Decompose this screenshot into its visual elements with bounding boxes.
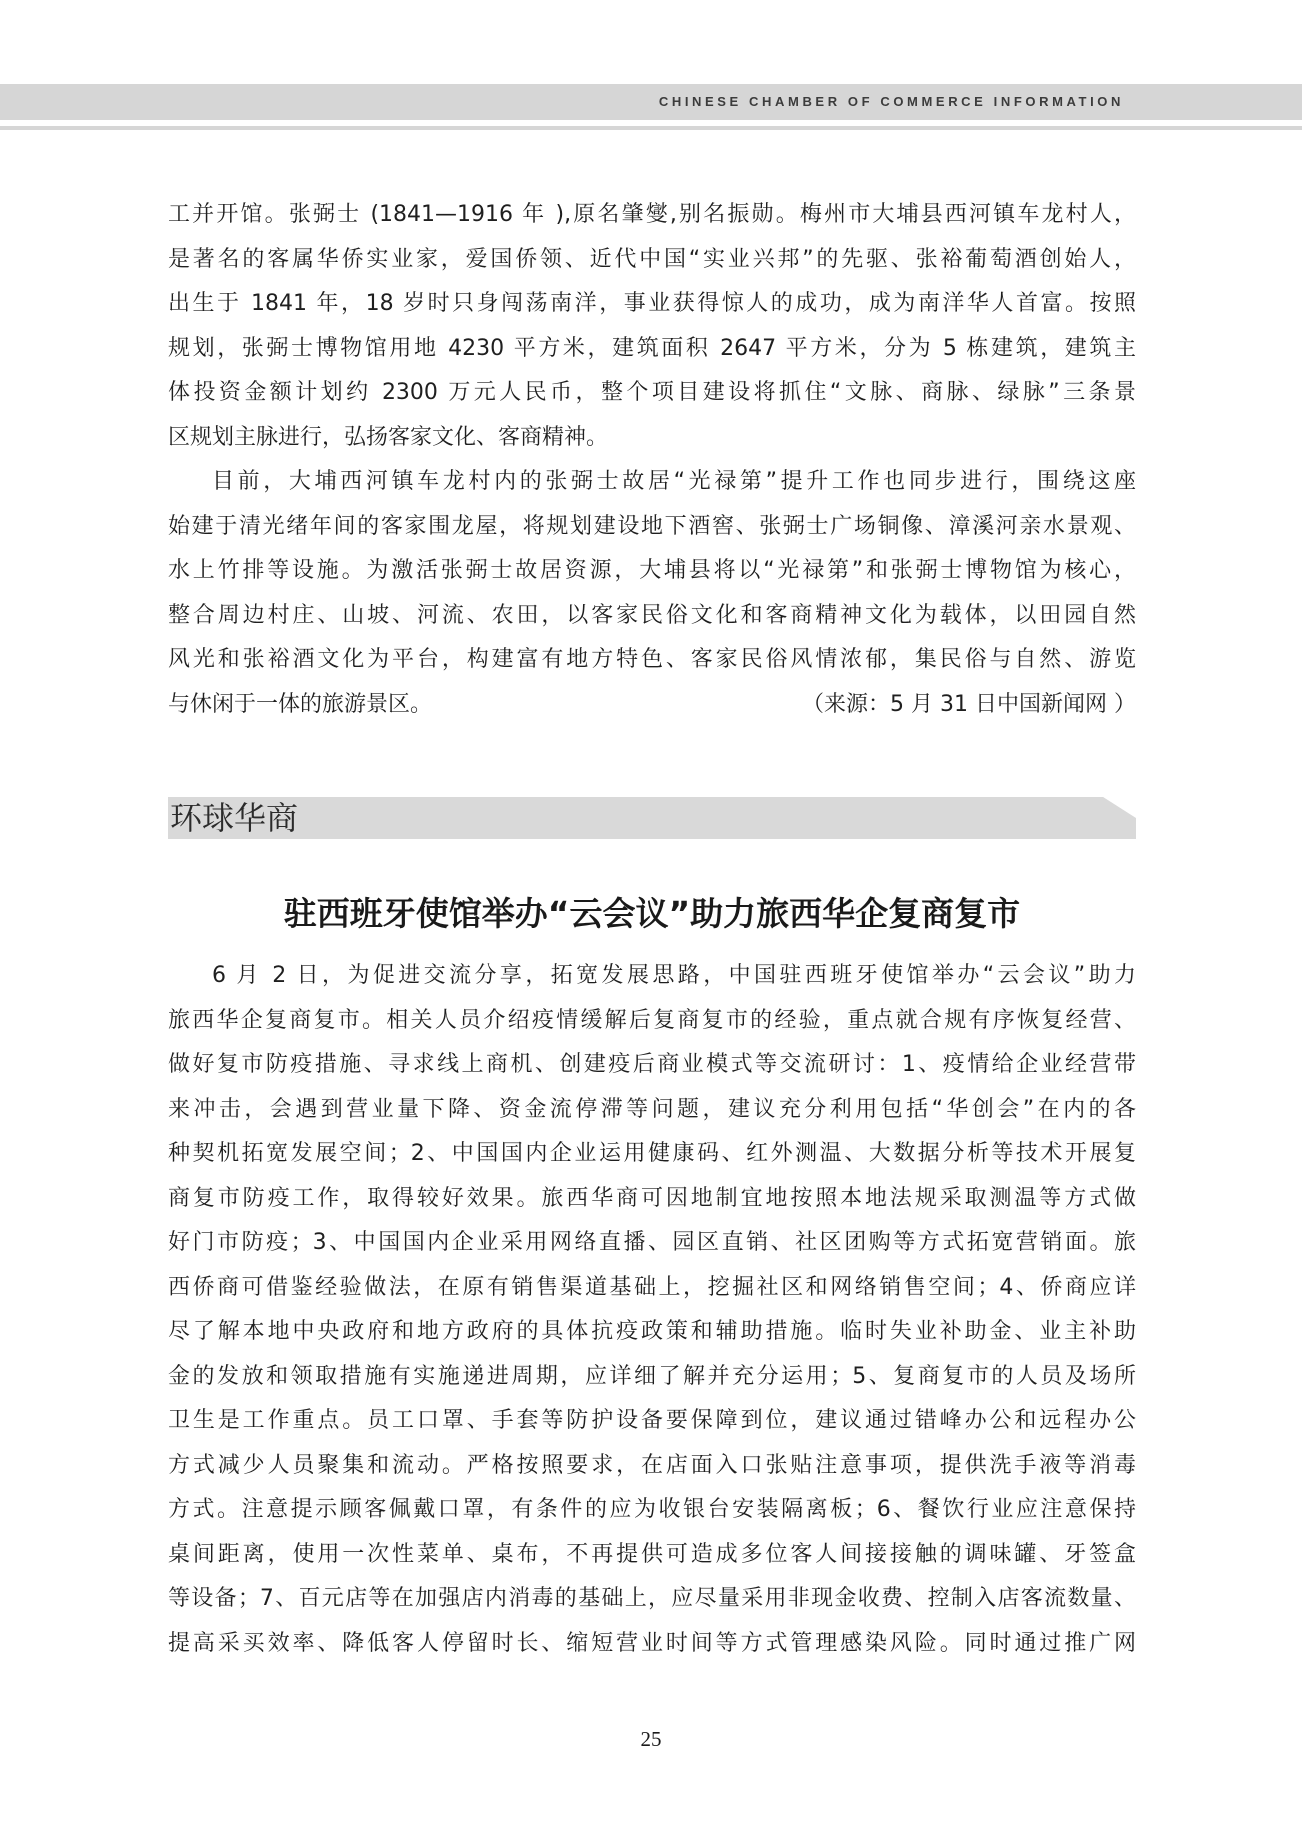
running-title: CHINESE CHAMBER OF COMMERCE INFORMATION <box>658 94 1124 109</box>
text-line: 整合周边村庄、山坡、河流、农田，以客家民俗文化和客商精神文化为载体，以田园自然 <box>168 602 1136 628</box>
article-title: 驻西班牙使馆举办“云会议”助力旅西华企复商复市 <box>283 894 1021 933</box>
text-line: 来冲击，会遇到营业量下降、资金流停滞等问题，建议充分利用包括“华创会”在内的各 <box>168 1096 1136 1122</box>
text-line: 区规划主脉进行，弘扬客家文化、客商精神。 <box>168 424 609 450</box>
text-line: 金的发放和领取措施有实施递进周期，应详细了解并充分运用；5、复商复市的人员及场所 <box>168 1363 1136 1389</box>
text-line: 是著名的客属华侨实业家，爱国侨领、近代中国“实业兴邦”的先驱、张裕葡萄酒创始人， <box>168 246 1136 272</box>
text-line: 商复市防疫工作，取得较好效果。旅西华商可因地制宜地按照本地法规采取测温等方式做 <box>168 1185 1136 1211</box>
text-line: 方式。注意提示顾客佩戴口罩，有条件的应为收银台安装隔离板；6、餐饮行业应注意保持 <box>168 1497 1136 1522</box>
text-line: 始建于清光绪年间的客家围龙屋，将规划建设地下酒窖、张弼士广场铜像、漳溪河亲水景观、 <box>168 513 1136 539</box>
last-line-text: 与休闲于一体的旅游景区。 <box>168 691 433 717</box>
text-line: 水上竹排等设施。为激活张弼士故居资源，大埔县将以“光禄第”和张弼士博物馆为核心， <box>168 558 1136 583</box>
source-citation: （来源：5 月 31 日中国新闻网 ） <box>802 691 1136 717</box>
text-line: 提高采买效率、降低客人停留时长、缩短营业时间等方式管理感染风险。同时通过推广网 <box>168 1630 1136 1656</box>
text-line: 好门市防疫；3、中国国内企业采用网络直播、园区直销、社区团购等方式拓宽营销面。旅 <box>168 1230 1136 1255</box>
continued-paragraph-1 <box>168 193 1136 460</box>
text-line: 目前，大埔西河镇车龙村内的张弼士故居“光禄第”提升工作也同步进行，围绕这座 <box>212 469 1136 494</box>
header-rule <box>0 126 1302 130</box>
text-line: 种契机拓宽发展空间；2、中国国内企业运用健康码、红外测温、大数据分析等技术开展复 <box>168 1141 1136 1166</box>
text-line: 工并开馆。张弼士 (1841—1916 年 ),原名肇燮,别名振勋。梅州市大埔县西河镇车龙村人， <box>168 202 1136 227</box>
article-body <box>168 954 1136 1666</box>
text-line: 风光和张裕酒文化为平台，构建富有地方特色、客家民俗风情浓郁，集民俗与自然、游览 <box>168 647 1136 672</box>
text-line: 6 月 2 日，为促进交流分享，拓宽发展思路，中国驻西班牙使馆举办“云会议”助力 <box>212 963 1136 988</box>
section-bar <box>168 797 1136 839</box>
text-line: 出生于 1841 年，18 岁时只身闯荡南洋，事业获得惊人的成功，成为南洋华人首富。按照 <box>168 291 1136 316</box>
text-line: 规划，张弼士博物馆用地 4230 平方米，建筑面积 2647 平方米，分为 5 栋建筑，建筑主 <box>168 335 1136 361</box>
text-line: 旅西华企复商复市。相关人员介绍疫情缓解后复商复市的经验，重点就合规有序恢复经营、 <box>168 1007 1136 1033</box>
text-line: 体投资金额计划约 2300 万元人民币，整个项目建设将抓住“文脉、商脉、绿脉”三条景 <box>168 380 1136 405</box>
text-line: 尽了解本地中央政府和地方政府的具体抗疫政策和辅助措施。临时失业补助金、业主补助 <box>168 1319 1136 1344</box>
text-line: 卫生是工作重点。员工口罩、手套等防护设备要保障到位，建议通过错峰办公和远程办公 <box>168 1408 1136 1433</box>
text-line: 西侨商可借鉴经验做法，在原有销售渠道基础上，挖掘社区和网络销售空间；4、侨商应详 <box>168 1274 1137 1300</box>
continued-paragraph-2 <box>168 460 1136 727</box>
text-line: 做好复市防疫措施、寻求线上商机、创建疫后商业模式等交流研讨：1、疫情给企业经营带 <box>168 1052 1136 1077</box>
text-line <box>168 683 1136 728</box>
text-line: 桌间距离，使用一次性菜单、桌布，不再提供可造成多位客人间接接触的调味罐、牙签盒 <box>168 1541 1136 1567</box>
section-title: 环球华商 <box>170 799 299 837</box>
text-line: 等设备；7、百元店等在加强店内消毒的基础上，应尽量采用非现金收费、控制入店客流数量、 <box>168 1586 1136 1611</box>
page-number: 25 <box>640 1727 662 1751</box>
text-line: 方式减少人员聚集和流动。严格按照要求，在店面入口张贴注意事项，提供洗手液等消毒 <box>168 1452 1136 1478</box>
